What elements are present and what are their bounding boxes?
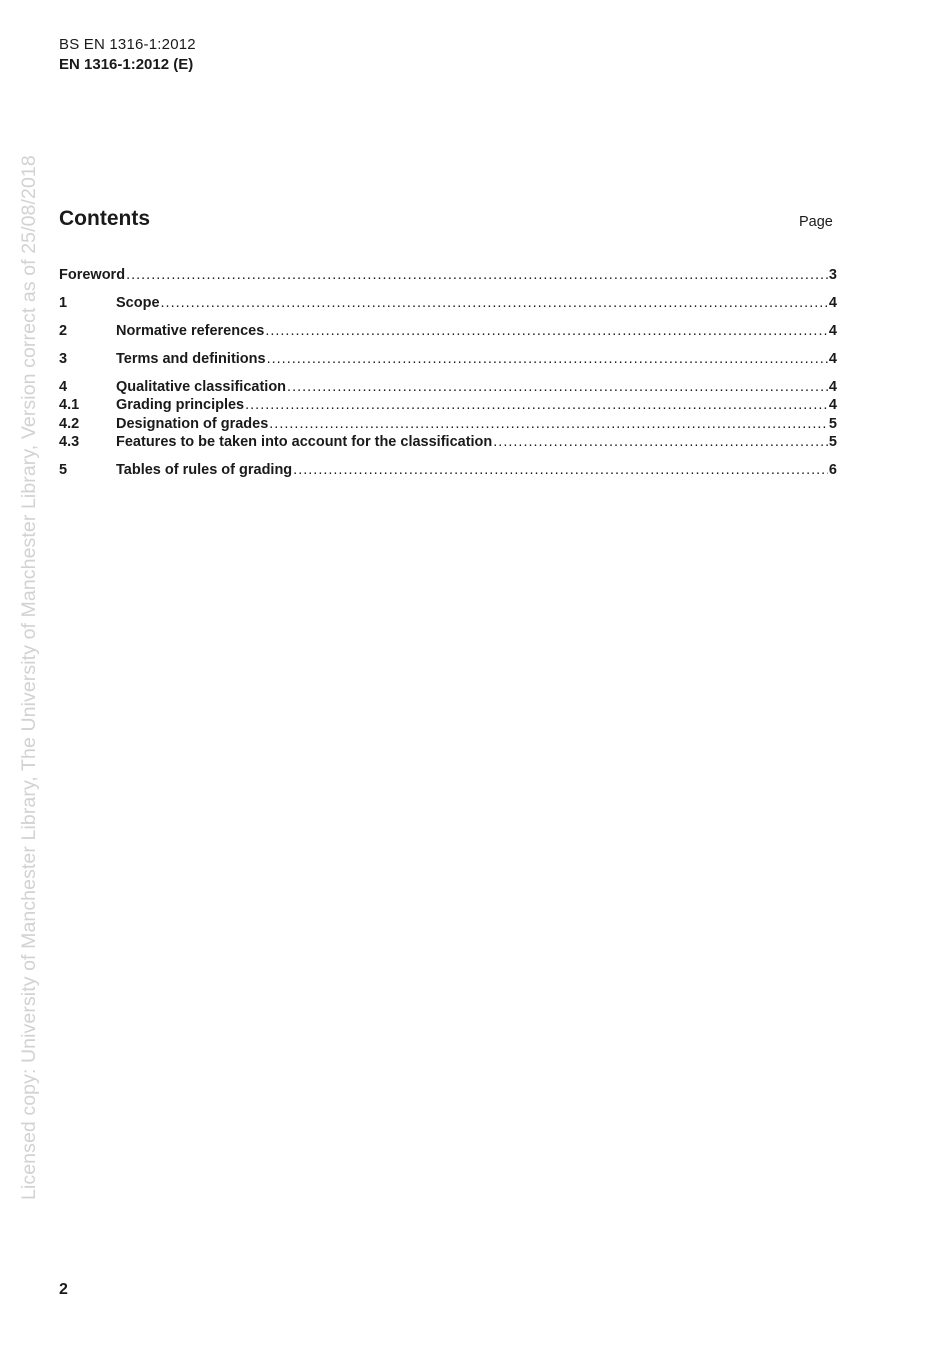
toc-entry-title: Qualitative classification bbox=[116, 379, 287, 395]
toc-entry-page: 4 bbox=[828, 397, 837, 413]
toc-entry-designation-of-grades[interactable] bbox=[59, 416, 837, 434]
page-column-label: Page bbox=[799, 214, 833, 230]
toc-leader-dots bbox=[293, 462, 828, 478]
toc-entry-title: Designation of grades bbox=[116, 416, 269, 432]
toc-entry-number: 3 bbox=[59, 351, 68, 367]
page-number: 2 bbox=[59, 1281, 68, 1298]
license-watermark: Licensed copy: University of Manchester Library, The University of Manchester Library, Version correct as of 25/08/2018 bbox=[18, 155, 40, 1200]
toc-leader-dots bbox=[269, 416, 828, 432]
toc-entry-page: 4 bbox=[828, 295, 837, 311]
toc-leader-dots bbox=[493, 434, 828, 450]
toc-entry-number: 2 bbox=[59, 323, 68, 339]
toc-entry-terms-and-definitions[interactable] bbox=[59, 351, 837, 369]
toc-entry-page: 4 bbox=[828, 351, 837, 367]
toc-leader-dots bbox=[265, 323, 828, 339]
toc-entry-scope[interactable] bbox=[59, 295, 837, 313]
toc-leader-dots bbox=[287, 379, 828, 395]
toc-entry-number: 4.1 bbox=[59, 397, 80, 413]
toc-leader-dots bbox=[245, 397, 828, 413]
toc-entry-page: 5 bbox=[828, 434, 837, 450]
toc-entry-number: 5 bbox=[59, 462, 68, 478]
toc-entry-page: 5 bbox=[828, 416, 837, 432]
toc-entry-page: 4 bbox=[828, 323, 837, 339]
toc-entry-grading-principles[interactable] bbox=[59, 397, 837, 415]
toc-entry-number: 4.2 bbox=[59, 416, 80, 432]
toc-entry-title: Grading principles bbox=[116, 397, 245, 413]
toc-entry-page: 6 bbox=[828, 462, 837, 478]
toc-entry-normative-references[interactable] bbox=[59, 323, 837, 341]
document-id-en: EN 1316-1:2012 (E) bbox=[59, 56, 194, 73]
toc-leader-dots bbox=[161, 295, 828, 311]
toc-entry-page: 4 bbox=[828, 379, 837, 395]
toc-entry-title: Tables of rules of grading bbox=[116, 462, 293, 478]
toc-entry-tables-of-rules[interactable] bbox=[59, 462, 837, 480]
toc-entry-qualitative-classification[interactable] bbox=[59, 379, 837, 397]
toc-entry-number: 1 bbox=[59, 295, 68, 311]
toc-entry-title: Features to be taken into account for the classification bbox=[116, 434, 493, 450]
toc-entry-title: Normative references bbox=[116, 323, 265, 339]
toc-entry-number: 4.3 bbox=[59, 434, 80, 450]
toc-entry-page: 3 bbox=[828, 267, 837, 283]
toc-entry-foreword[interactable] bbox=[59, 267, 837, 285]
toc-entry-features-classification[interactable] bbox=[59, 434, 837, 452]
contents-heading: Contents bbox=[59, 207, 150, 230]
toc-entry-title: Scope bbox=[116, 295, 160, 311]
toc-entry-title: Foreword bbox=[59, 267, 126, 283]
toc-entry-title: Terms and definitions bbox=[116, 351, 266, 367]
toc-leader-dots bbox=[126, 267, 828, 283]
document-id-bs: BS EN 1316-1:2012 bbox=[59, 36, 196, 53]
toc-entry-number: 4 bbox=[59, 379, 68, 395]
toc-leader-dots bbox=[267, 351, 828, 367]
